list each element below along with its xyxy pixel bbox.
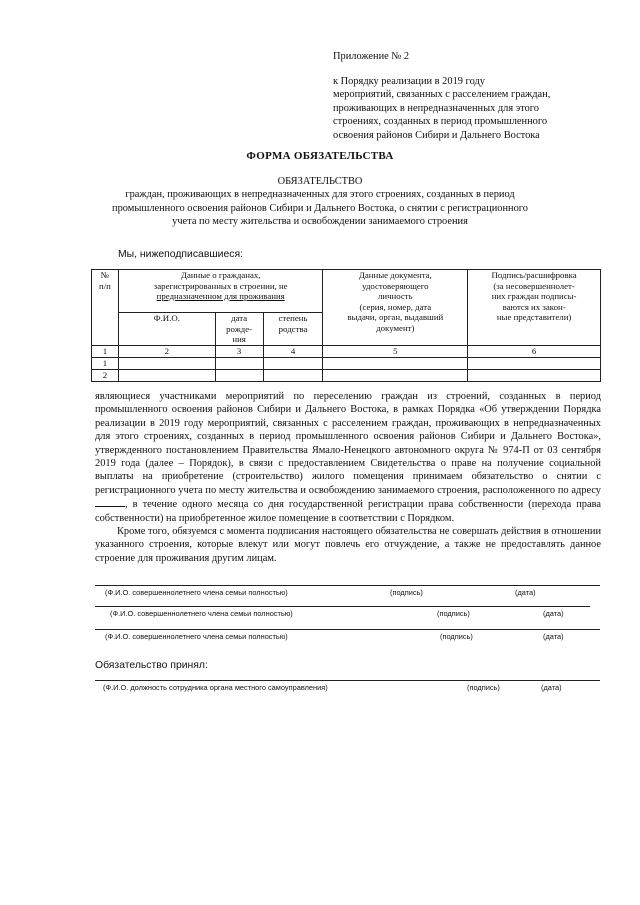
- signature-line[interactable]: [95, 629, 600, 630]
- signature-line[interactable]: [95, 606, 590, 607]
- member-caption: (Ф.И.О. совершеннолетнего члена семьи полностью): [110, 609, 293, 618]
- member-caption: (Ф.И.О. совершеннолетнего члена семьи полностью): [105, 632, 288, 641]
- citizens-table: [91, 269, 601, 382]
- obligation-subtitle: [90, 188, 550, 229]
- subtitle-line: учета по месту жительства и освобождении занимаемого строения: [172, 216, 468, 227]
- appendix-line: освоения районов Сибири и Дальнего Востока: [333, 129, 540, 141]
- signature-caption: (подпись): [467, 683, 500, 692]
- header-date-of-birth: дата рожде- ния: [215, 313, 263, 346]
- header-kinship: степень родства: [263, 313, 323, 346]
- header-signature: Подпись/расшифровка (за несовершеннолет- них граждан подписы- ваются их закон- ные представители): [468, 270, 601, 346]
- date-caption: (дата): [543, 609, 564, 618]
- subtitle-line: граждан, проживающих в непредназначенных для этого строениях, созданных в период: [125, 189, 515, 200]
- date-caption: (дата): [543, 632, 564, 641]
- appendix-header: [333, 50, 550, 142]
- obligation-title: ОБЯЗАТЕЛЬСТВО: [277, 176, 363, 187]
- subtitle-line: промышленного освоения районов Сибири и Дальнего Востока, о снятии с регистрационного: [112, 202, 528, 214]
- appendix-line: проживающих в непредназначенных для этого: [333, 102, 539, 114]
- address-blank[interactable]: [95, 497, 125, 507]
- paragraph-1: являющиеся участниками мероприятий по переселению граждан из строений, созданных в период промышленного освоения районов Сибири и Дальнего Востока, в рамках Порядка «Об утверждении Порядка реализации в 2019 году мероприятий, связанных с расселением граждан, проживающих в непредназначенных для этого строениях, созданных в период промышленного освоения районов Сибири и Дальнего Востока», утвержденного постановлением Правительства Ямало-Ненецкого автономного округа № 974-П от 03 сентября 2019 года (далее – Порядок), в связи с предоставлением Свидетельства о праве на получение социальной выплаты на приобретение (строительство) жилого помещения принимаем обязательство о снятии с регистрационного учета по месту жительства и освобождению занимаемого строения, расположенного по адресу , в течение одного месяца со дня государственной регистрации права собственности (перехода права собственности) на приобретенное жилое помещение в соответствии с Порядком.: [95, 391, 601, 524]
- column-number-row: 1 2 3 4 5 6: [92, 345, 601, 357]
- header-citizens-data: Данные о гражданах, зарегистрированных в строении, не предназначенном для проживания: [118, 270, 323, 313]
- official-signature-line[interactable]: [95, 680, 600, 681]
- form-title: ФОРМА ОБЯЗАТЕЛЬСТВА: [246, 150, 394, 162]
- table-row: 1: [92, 357, 601, 369]
- accepted-label: Обязательство принял:: [95, 660, 208, 671]
- signature-caption: (подпись): [390, 588, 423, 597]
- member-caption: (Ф.И.О. совершеннолетнего члена семьи полностью): [105, 588, 288, 597]
- official-caption: (Ф.И.О. должность сотрудника органа местного самоуправления): [103, 683, 328, 692]
- date-caption: (дата): [515, 588, 536, 597]
- signature-caption: (подпись): [440, 632, 473, 641]
- table-row: 2: [92, 369, 601, 381]
- paragraph-2: Кроме того, обязуемся с момента подписания настоящего обязательства не совершать действия в отношении указанного строения, которые влекут или могут повлечь его отчуждение, а также не предоставлять данное строение для проживания другим лицам.: [95, 526, 601, 564]
- signature-caption: (подпись): [437, 609, 470, 618]
- appendix-line: строениях, созданных в период промышленного: [333, 116, 548, 127]
- we-signed-label: Мы, нижеподписавшиеся:: [118, 249, 243, 260]
- date-caption: (дата): [541, 683, 562, 692]
- appendix-line: к Порядку реализации в 2019 году: [333, 75, 485, 87]
- signature-line[interactable]: [95, 585, 600, 586]
- obligation-body: [95, 390, 601, 565]
- header-document-data: Данные документа, удостоверяющего личность (серия, номер, дата выдачи, орган, выдавший документ): [323, 270, 468, 346]
- appendix-line: мероприятий, связанных с расселением граждан,: [333, 89, 551, 100]
- header-number: № п/п: [92, 270, 119, 346]
- header-fio: Ф.И.О.: [118, 313, 215, 346]
- appendix-number: Приложение № 2: [333, 51, 410, 62]
